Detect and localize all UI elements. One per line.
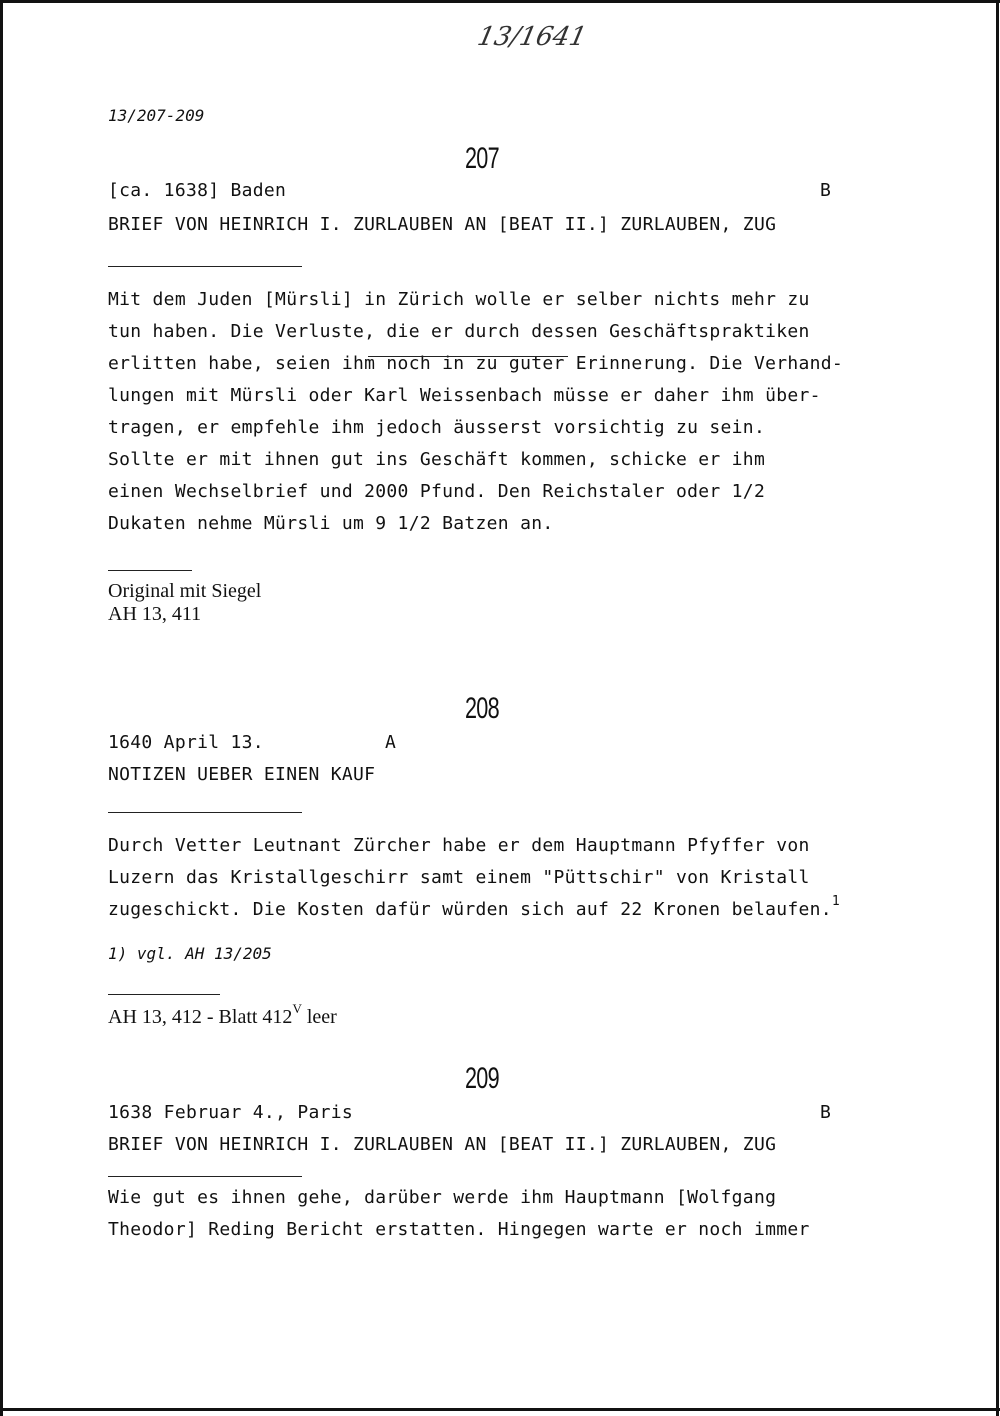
handwritten-archive-mark: 13/1641 <box>474 22 590 52</box>
archive-reference: 13/207-209 <box>108 106 205 125</box>
correction-overline <box>368 356 568 357</box>
body-line: tragen, er empfehle ihm jedoch äusserst vorsichtig zu sein. <box>108 417 766 438</box>
separator-rule <box>108 812 302 813</box>
entry-number-209: 209 <box>465 1062 499 1095</box>
entry-body <box>108 1182 908 1246</box>
separator-rule <box>108 1176 302 1177</box>
body-line: Sollte er mit ihnen gut ins Geschäft kommen, schicke er ihm <box>108 449 766 470</box>
separator-rule <box>108 994 220 995</box>
page-border-right <box>996 0 999 1416</box>
source-note: Original mit Siegel <box>108 580 262 602</box>
body-line: Dukaten nehme Mürsli um 9 1/2 Batzen an. <box>108 513 554 534</box>
body-line: Mit dem Juden [Mürsli] in Zürich wolle er selber nichts mehr zu <box>108 289 810 310</box>
source-text: AH 13, 412 - Blatt 412 <box>108 1006 293 1028</box>
entry-date-place: 1638 Februar 4., Paris <box>108 1102 354 1123</box>
page-border-left <box>0 0 3 1416</box>
body-line <box>108 894 908 926</box>
entry-body <box>108 284 908 540</box>
entry-heading: BRIEF VON HEINRICH I. ZURLAUBEN AN [BEAT II.] ZURLAUBEN, ZUG <box>108 214 777 235</box>
separator-rule <box>108 266 302 267</box>
body-line: einen Wechselbrief und 2000 Pfund. Den Reichstaler oder 1/2 <box>108 481 766 502</box>
source-text-tail: leer <box>301 1006 337 1028</box>
page-border-top <box>0 0 1000 3</box>
body-line: tun haben. Die Verluste, die er durch dessen Geschäftspraktiken <box>108 321 810 342</box>
entry-date-place: [ca. 1638] Baden <box>108 180 287 201</box>
entry-number-208: 208 <box>465 692 499 725</box>
entry-type-code: A <box>385 732 397 753</box>
body-line: lungen mit Mürsli oder Karl Weissenbach müsse er daher ihm über- <box>108 385 821 406</box>
entry-heading: NOTIZEN UEBER EINEN KAUF <box>108 764 376 785</box>
entry-number-207: 207 <box>465 142 499 175</box>
entry-type-code: B <box>820 1102 832 1123</box>
source-note: AH 13, 411 <box>108 603 202 625</box>
entry-type-code: B <box>820 180 832 201</box>
page-border-bottom <box>0 1408 1000 1411</box>
body-line: erlitten habe, seien ihm noch in zu guter Erinnerung. Die Verhand- <box>108 353 844 374</box>
body-line-text: zugeschickt. Die Kosten dafür würden sich auf 22 Kronen belaufen. <box>108 899 832 920</box>
source-note <box>108 1001 337 1029</box>
source-superscript: V <box>292 1001 302 1016</box>
entry-date-place: 1640 April 13. <box>108 732 264 753</box>
separator-rule <box>108 570 192 571</box>
body-line: Durch Vetter Leutnant Zürcher habe er dem Hauptmann Pfyffer von <box>108 835 810 856</box>
body-line: Luzern das Kristallgeschirr samt einem "Püttschir" von Kristall <box>108 867 810 888</box>
body-line: Wie gut es ihnen gehe, darüber werde ihm Hauptmann [Wolfgang <box>108 1187 777 1208</box>
entry-heading: BRIEF VON HEINRICH I. ZURLAUBEN AN [BEAT II.] ZURLAUBEN, ZUG <box>108 1134 777 1155</box>
footnote-marker: 1 <box>831 894 841 909</box>
footnote: 1) vgl. AH 13/205 <box>108 944 272 963</box>
entry-body <box>108 830 908 926</box>
body-line: Theodor] Reding Bericht erstatten. Hingegen warte er noch immer <box>108 1219 810 1240</box>
